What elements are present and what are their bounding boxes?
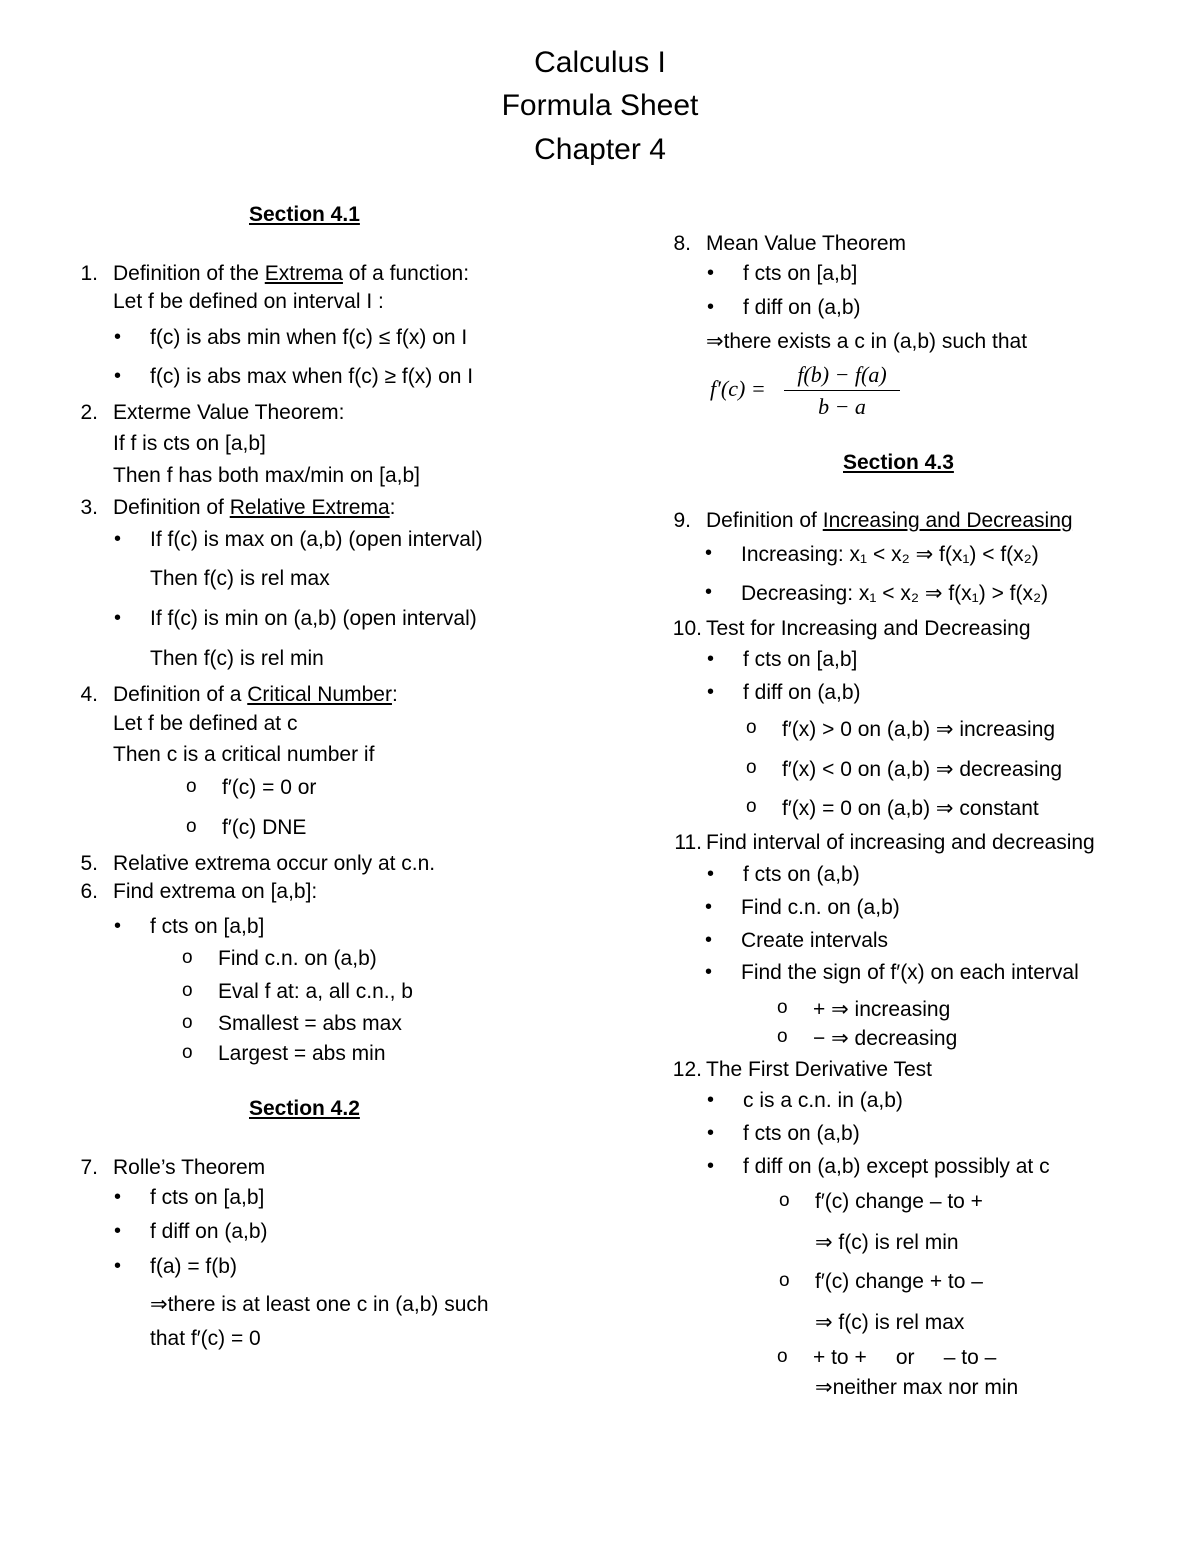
item-11-bullet: • Find the sign of f′(x) on each interval xyxy=(741,961,1079,985)
item-number: 5. xyxy=(80,852,98,875)
item-number: 7. xyxy=(80,1156,98,1179)
item-7-line: that f′(c) = 0 xyxy=(150,1327,261,1350)
item-number: 4. xyxy=(80,683,98,706)
item-12-subbullet: o + to + or – to – xyxy=(813,1346,996,1370)
item-2-title: Exterme Value Theorem: xyxy=(113,401,345,424)
item-3-bullet: • If f(c) is max on (a,b) (open interval) xyxy=(150,528,483,552)
item-5-title: Relative extrema occur only at c.n. xyxy=(113,852,436,875)
item-number: 1. xyxy=(80,262,98,285)
item-10-bullet: • f cts on [a,b] xyxy=(743,648,857,672)
item-number: 11. xyxy=(674,831,702,854)
item-9-bullet: • Increasing: x₁ < x₂ ⇒ f(x₁) < f(x₂) xyxy=(741,542,1039,567)
item-number: 3. xyxy=(80,496,98,519)
fraction-bar xyxy=(784,390,900,391)
item-text: : xyxy=(391,683,398,706)
section-4-1-heading: Section 4.1 xyxy=(249,203,360,226)
item-11-subbullet: o − ⇒ decreasing xyxy=(813,1026,957,1051)
formula-lhs: f′(c) = xyxy=(710,376,766,401)
item-10-bullet: • f diff on (a,b) xyxy=(743,681,861,705)
item-12-subbullet: o f′(c) change – to + xyxy=(815,1190,983,1214)
item-7-bullet: • f(a) = f(b) xyxy=(150,1255,237,1279)
item-1-line: Let f be defined on interval I : xyxy=(113,290,384,313)
item-number: 9. xyxy=(673,509,691,532)
item-9-bullet: • Decreasing: x₁ < x₂ ⇒ f(x₁) > f(x₂) xyxy=(741,581,1048,606)
item-number: 8. xyxy=(673,232,691,255)
item-8-bullet: • f diff on (a,b) xyxy=(743,296,861,320)
item-text: : xyxy=(389,496,396,519)
item-6-subbullet: o Find c.n. on (a,b) xyxy=(218,947,377,971)
item-4-subbullet: o f′(c) = 0 or xyxy=(222,776,316,800)
item-12-line: ⇒neither max nor min xyxy=(815,1376,1019,1399)
item-3-bullet: • If f(c) is min on (a,b) (open interval) xyxy=(150,607,477,631)
item-4-line: Let f be defined at c xyxy=(113,712,298,735)
item-12-line: ⇒ f(c) is rel min xyxy=(815,1231,959,1254)
item-11-bullet: • Create intervals xyxy=(741,929,888,953)
item-4-subbullet: o f′(c) DNE xyxy=(222,816,306,840)
item-11-bullet: • Find c.n. on (a,b) xyxy=(741,896,900,920)
item-12-subbullet: o f′(c) change + to – xyxy=(815,1270,983,1294)
formula-numerator: f(b) − f(a) xyxy=(797,362,887,387)
item-number: 10. xyxy=(672,617,702,640)
item-12-bullet: • c is a c.n. in (a,b) xyxy=(743,1089,903,1113)
item-text: Definition of the xyxy=(113,262,265,285)
item-10-subbullet: o f′(x) < 0 on (a,b) ⇒ decreasing xyxy=(782,757,1062,782)
item-term: Relative Extrema xyxy=(229,496,390,519)
title-line-1: Calculus I xyxy=(534,46,666,79)
item-4-line: Then c is a critical number if xyxy=(113,743,375,766)
item-7-bullet: • f cts on [a,b] xyxy=(150,1186,264,1210)
section-4-2-heading: Section 4.2 xyxy=(249,1097,360,1120)
item-6-subbullet: o Smallest = abs max xyxy=(218,1012,402,1036)
item-number: 12. xyxy=(672,1058,702,1081)
item-term: Extrema xyxy=(264,262,343,285)
item-10-subbullet: o f′(x) = 0 on (a,b) ⇒ constant xyxy=(782,796,1039,821)
item-10-subbullet: o f′(x) > 0 on (a,b) ⇒ increasing xyxy=(782,717,1055,742)
item-8-line: ⇒there exists a c in (a,b) such that xyxy=(706,330,1028,353)
item-6-title: Find extrema on [a,b]: xyxy=(113,880,318,903)
item-12-bullet: • f diff on (a,b) except possibly at c xyxy=(743,1155,1050,1179)
item-12-bullet: • f cts on (a,b) xyxy=(743,1122,860,1146)
title-line-3: Chapter 4 xyxy=(534,133,666,166)
item-3-title xyxy=(113,496,395,520)
item-6-subbullet: o Largest = abs min xyxy=(218,1042,386,1066)
item-6-subbullet: o Eval f at: a, all c.n., b xyxy=(218,980,413,1004)
item-number: 2. xyxy=(80,401,98,424)
item-7-line: ⇒there is at least one c in (a,b) such xyxy=(150,1293,489,1316)
item-11-subbullet: o + ⇒ increasing xyxy=(813,997,950,1022)
item-12-title: The First Derivative Test xyxy=(706,1058,933,1081)
item-7-bullet: • f diff on (a,b) xyxy=(150,1220,268,1244)
item-term: Increasing and Decreasing xyxy=(822,509,1073,532)
item-text: Definition of xyxy=(113,496,230,519)
formula-denominator: b − a xyxy=(818,394,866,419)
title-line-2: Formula Sheet xyxy=(501,89,699,122)
item-text: Definition of xyxy=(706,509,823,532)
section-4-3-heading: Section 4.3 xyxy=(843,451,954,474)
item-number: 6. xyxy=(80,880,98,903)
item-10-title: Test for Increasing and Decreasing xyxy=(706,617,1031,640)
item-term: Critical Number xyxy=(247,683,392,706)
item-3-line: Then f(c) is rel max xyxy=(150,567,330,590)
item-1-bullet: • f(c) is abs min when f(c) ≤ f(x) on I xyxy=(150,326,467,350)
item-9-title xyxy=(706,509,1073,533)
item-1-bullet: • f(c) is abs max when f(c) ≥ f(x) on I xyxy=(150,365,473,389)
item-8-title: Mean Value Theorem xyxy=(706,232,907,255)
item-2-line: If f is cts on [a,b] xyxy=(113,432,266,455)
item-6-bullet: • f cts on [a,b] xyxy=(150,915,264,939)
item-11-bullet: • f cts on (a,b) xyxy=(743,863,860,887)
item-4-title xyxy=(113,683,398,707)
item-3-line: Then f(c) is rel min xyxy=(150,647,324,670)
item-11-title: Find interval of increasing and decreasing xyxy=(706,831,1095,854)
item-1-title xyxy=(113,262,469,286)
item-text: of a function: xyxy=(342,262,470,285)
item-12-line: ⇒ f(c) is rel max xyxy=(815,1311,965,1334)
item-8-bullet: • f cts on [a,b] xyxy=(743,262,857,286)
item-7-title: Rolle’s Theorem xyxy=(113,1156,266,1179)
item-text: Definition of a xyxy=(113,683,248,706)
item-2-line: Then f has both max/min on [a,b] xyxy=(113,464,421,487)
